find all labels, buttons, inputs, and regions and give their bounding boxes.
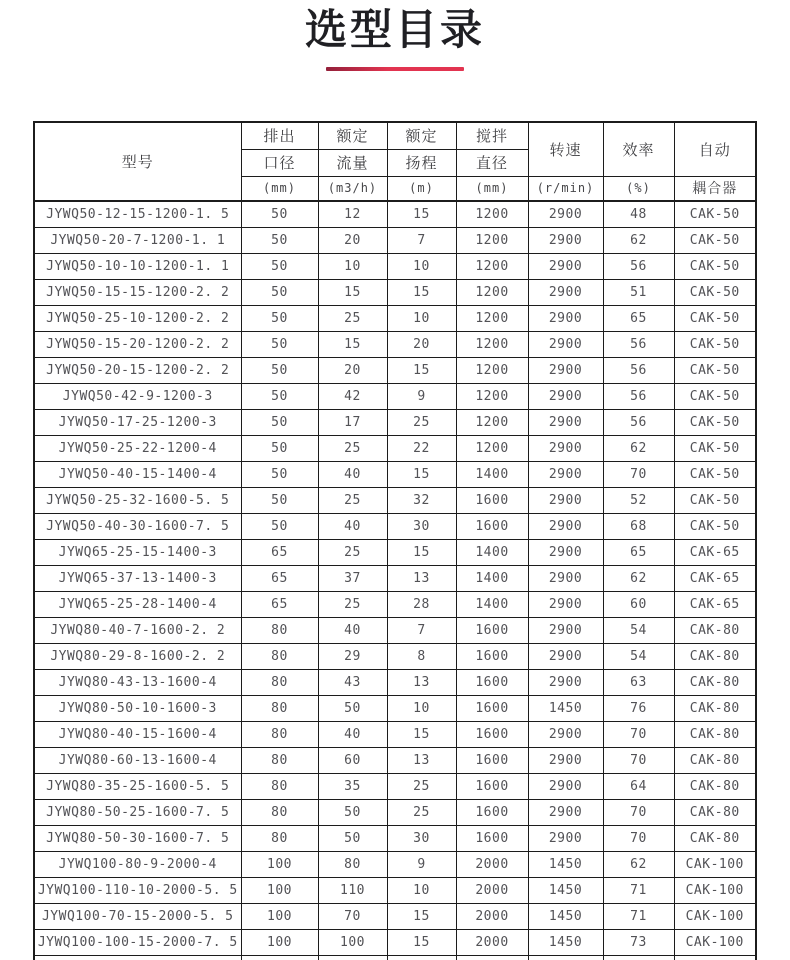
table-cell: 1200 bbox=[456, 253, 528, 279]
table-cell: 30 bbox=[387, 513, 456, 539]
table-cell: CAK-80 bbox=[674, 799, 756, 825]
table-cell: 56 bbox=[603, 383, 674, 409]
table-body bbox=[34, 201, 756, 960]
table-row bbox=[34, 253, 756, 279]
model-cell: JYWQ80-40-15-1600-4 bbox=[34, 721, 241, 747]
table-cell: 2900 bbox=[528, 669, 603, 695]
table-cell: 62 bbox=[603, 565, 674, 591]
table-cell: 15 bbox=[318, 331, 387, 357]
table-cell: 80 bbox=[241, 799, 318, 825]
model-cell: JYWQ50-20-7-1200-1. 1 bbox=[34, 227, 241, 253]
header-flow-line2: 流量 bbox=[318, 149, 387, 176]
table-cell: 8 bbox=[387, 643, 456, 669]
model-cell: JYWQ80-50-10-1600-3 bbox=[34, 695, 241, 721]
table-cell: 10 bbox=[387, 305, 456, 331]
model-cell: JYWQ100-80-9-2000-4 bbox=[34, 851, 241, 877]
table-cell: 54 bbox=[603, 617, 674, 643]
table-cell: 51 bbox=[603, 279, 674, 305]
table-cell: 40 bbox=[318, 513, 387, 539]
table-cell: 2900 bbox=[528, 461, 603, 487]
table-cell: 80 bbox=[241, 669, 318, 695]
header-model: 型号 bbox=[34, 122, 241, 201]
table-row bbox=[34, 487, 756, 513]
model-cell: JYWQ50-17-25-1200-3 bbox=[34, 409, 241, 435]
table-cell: 50 bbox=[241, 409, 318, 435]
table-cell: 28 bbox=[387, 591, 456, 617]
table-cell: 80 bbox=[241, 695, 318, 721]
table-cell: 80 bbox=[318, 851, 387, 877]
table-cell: 50 bbox=[241, 279, 318, 305]
table-cell: 2900 bbox=[528, 201, 603, 227]
table-cell: 50 bbox=[241, 357, 318, 383]
table-cell bbox=[603, 955, 674, 960]
table-row bbox=[34, 617, 756, 643]
table-row bbox=[34, 435, 756, 461]
table-cell: CAK-80 bbox=[674, 695, 756, 721]
table-cell: 2900 bbox=[528, 799, 603, 825]
table-row bbox=[34, 955, 756, 960]
table-cell: 42 bbox=[318, 383, 387, 409]
header-efficiency: 效率 bbox=[603, 122, 674, 176]
table-cell bbox=[241, 955, 318, 960]
table-cell: 25 bbox=[318, 305, 387, 331]
table-cell: CAK-50 bbox=[674, 435, 756, 461]
table-cell: 80 bbox=[241, 747, 318, 773]
header-stir-unit: (mm) bbox=[456, 176, 528, 201]
table-cell: 13 bbox=[387, 669, 456, 695]
table-cell: 2900 bbox=[528, 487, 603, 513]
table-cell: 15 bbox=[387, 357, 456, 383]
table-cell: 100 bbox=[241, 929, 318, 955]
model-cell: JYWQ100-110-10-2000-5. 5 bbox=[34, 877, 241, 903]
table-cell: 2900 bbox=[528, 591, 603, 617]
table-cell: 50 bbox=[241, 513, 318, 539]
table-cell: CAK-80 bbox=[674, 643, 756, 669]
table-cell: 1450 bbox=[528, 903, 603, 929]
model-cell: JYWQ50-12-15-1200-1. 5 bbox=[34, 201, 241, 227]
selection-table bbox=[33, 121, 757, 960]
table-row bbox=[34, 383, 756, 409]
table-cell: 2900 bbox=[528, 331, 603, 357]
table-cell: 2000 bbox=[456, 903, 528, 929]
table-cell: 80 bbox=[241, 773, 318, 799]
table-cell: 100 bbox=[241, 903, 318, 929]
table-row bbox=[34, 357, 756, 383]
table-cell: 1400 bbox=[456, 591, 528, 617]
table-cell: 22 bbox=[387, 435, 456, 461]
table-cell: 1200 bbox=[456, 279, 528, 305]
table-cell: 10 bbox=[318, 253, 387, 279]
table-cell: 50 bbox=[241, 383, 318, 409]
table-cell: 20 bbox=[387, 331, 456, 357]
table-cell: 110 bbox=[318, 877, 387, 903]
table-cell: 15 bbox=[387, 201, 456, 227]
model-cell: JYWQ50-20-15-1200-2. 2 bbox=[34, 357, 241, 383]
table-cell: 1200 bbox=[456, 305, 528, 331]
table-row bbox=[34, 929, 756, 955]
table-cell: 1600 bbox=[456, 747, 528, 773]
table-cell: 1400 bbox=[456, 565, 528, 591]
table-cell: 1450 bbox=[528, 851, 603, 877]
table-cell: 65 bbox=[241, 539, 318, 565]
table-cell: 64 bbox=[603, 773, 674, 799]
table-cell: 1600 bbox=[456, 513, 528, 539]
table-cell: 40 bbox=[318, 721, 387, 747]
table-row bbox=[34, 409, 756, 435]
table-cell: 100 bbox=[318, 929, 387, 955]
header-head-unit: (m) bbox=[387, 176, 456, 201]
table-cell: CAK-65 bbox=[674, 565, 756, 591]
table-cell: 40 bbox=[318, 461, 387, 487]
table-cell bbox=[456, 955, 528, 960]
table-cell: 100 bbox=[241, 877, 318, 903]
table-cell: 2900 bbox=[528, 305, 603, 331]
table-cell: 13 bbox=[387, 565, 456, 591]
model-cell: JYWQ50-15-20-1200-2. 2 bbox=[34, 331, 241, 357]
model-cell: JYWQ50-15-15-1200-2. 2 bbox=[34, 279, 241, 305]
table-row bbox=[34, 773, 756, 799]
table-cell: 56 bbox=[603, 331, 674, 357]
table-cell: 10 bbox=[387, 695, 456, 721]
table-cell: CAK-50 bbox=[674, 357, 756, 383]
table-cell: 25 bbox=[318, 539, 387, 565]
table-cell: 80 bbox=[241, 825, 318, 851]
table-cell: 32 bbox=[387, 487, 456, 513]
table-cell bbox=[387, 955, 456, 960]
model-cell: JYWQ50-25-22-1200-4 bbox=[34, 435, 241, 461]
table-cell: 25 bbox=[318, 435, 387, 461]
table-cell: CAK-50 bbox=[674, 253, 756, 279]
table-cell: 80 bbox=[241, 617, 318, 643]
table-cell: 25 bbox=[387, 799, 456, 825]
model-cell: JYWQ80-29-8-1600-2. 2 bbox=[34, 643, 241, 669]
table-cell: 56 bbox=[603, 253, 674, 279]
table-cell: 50 bbox=[318, 825, 387, 851]
table-cell: 60 bbox=[603, 591, 674, 617]
header-efficiency-unit: (%) bbox=[603, 176, 674, 201]
table-cell: 50 bbox=[241, 461, 318, 487]
header-head-line2: 扬程 bbox=[387, 149, 456, 176]
table-cell: 1450 bbox=[528, 695, 603, 721]
table-cell: 15 bbox=[387, 279, 456, 305]
table-cell: 65 bbox=[241, 591, 318, 617]
table-cell: 7 bbox=[387, 227, 456, 253]
table-row bbox=[34, 669, 756, 695]
table-cell: 1200 bbox=[456, 201, 528, 227]
table-cell: 50 bbox=[318, 799, 387, 825]
table-cell: CAK-100 bbox=[674, 851, 756, 877]
header-head-line1: 额定 bbox=[387, 122, 456, 149]
table-cell: CAK-65 bbox=[674, 539, 756, 565]
table-cell: 43 bbox=[318, 669, 387, 695]
table-cell: CAK-50 bbox=[674, 461, 756, 487]
table-cell: 80 bbox=[241, 721, 318, 747]
table-cell: 76 bbox=[603, 695, 674, 721]
table-cell: 30 bbox=[387, 825, 456, 851]
table-cell: 9 bbox=[387, 851, 456, 877]
table-cell: 100 bbox=[241, 851, 318, 877]
table-cell: 15 bbox=[387, 461, 456, 487]
table-cell: 2900 bbox=[528, 227, 603, 253]
table-cell: 80 bbox=[241, 643, 318, 669]
table-cell: CAK-80 bbox=[674, 669, 756, 695]
table-row bbox=[34, 461, 756, 487]
table-cell: 7 bbox=[387, 617, 456, 643]
header-outlet-unit: (mm) bbox=[241, 176, 318, 201]
table-cell: 20 bbox=[318, 357, 387, 383]
table-cell: 50 bbox=[241, 227, 318, 253]
table-row bbox=[34, 721, 756, 747]
model-cell: JYWQ80-40-7-1600-2. 2 bbox=[34, 617, 241, 643]
table-cell: 2000 bbox=[456, 929, 528, 955]
table-cell: 1200 bbox=[456, 435, 528, 461]
table-cell: 25 bbox=[387, 409, 456, 435]
table-cell: 60 bbox=[318, 747, 387, 773]
table-cell: 25 bbox=[387, 773, 456, 799]
table-cell: 15 bbox=[387, 903, 456, 929]
table-cell: 65 bbox=[603, 539, 674, 565]
model-cell: JYWQ50-25-32-1600-5. 5 bbox=[34, 487, 241, 513]
table-cell: CAK-80 bbox=[674, 825, 756, 851]
table-cell: 70 bbox=[603, 825, 674, 851]
model-cell: JYWQ80-60-13-1600-4 bbox=[34, 747, 241, 773]
table-cell: 1600 bbox=[456, 825, 528, 851]
table-cell: 50 bbox=[241, 487, 318, 513]
table-cell: 70 bbox=[603, 799, 674, 825]
model-cell: JYWQ100-70-15-2000-5. 5 bbox=[34, 903, 241, 929]
header-coupler-line1: 自动 bbox=[674, 122, 756, 176]
table-cell: CAK-80 bbox=[674, 617, 756, 643]
table-cell: 2900 bbox=[528, 357, 603, 383]
table-cell: 2000 bbox=[456, 877, 528, 903]
table-cell: CAK-50 bbox=[674, 409, 756, 435]
table-cell: 2900 bbox=[528, 643, 603, 669]
table-cell: 1600 bbox=[456, 643, 528, 669]
table-cell: 2900 bbox=[528, 747, 603, 773]
table-cell: 1600 bbox=[456, 695, 528, 721]
table-cell: 2900 bbox=[528, 435, 603, 461]
table-cell: 1600 bbox=[456, 669, 528, 695]
table-cell: 2900 bbox=[528, 721, 603, 747]
model-cell: JYWQ50-40-15-1400-4 bbox=[34, 461, 241, 487]
table-cell: 2000 bbox=[456, 851, 528, 877]
table-row bbox=[34, 305, 756, 331]
table-row bbox=[34, 591, 756, 617]
table-cell: 68 bbox=[603, 513, 674, 539]
table-cell: CAK-100 bbox=[674, 877, 756, 903]
header-outlet-line2: 口径 bbox=[241, 149, 318, 176]
table-cell bbox=[528, 955, 603, 960]
table-cell: 2900 bbox=[528, 565, 603, 591]
model-cell: JYWQ80-50-30-1600-7. 5 bbox=[34, 825, 241, 851]
table-cell: 25 bbox=[318, 487, 387, 513]
model-cell: JYWQ50-42-9-1200-3 bbox=[34, 383, 241, 409]
model-cell: JYWQ65-25-15-1400-3 bbox=[34, 539, 241, 565]
table-cell: 1400 bbox=[456, 539, 528, 565]
table-cell: 10 bbox=[387, 253, 456, 279]
table-cell: CAK-100 bbox=[674, 929, 756, 955]
table-cell: 50 bbox=[241, 331, 318, 357]
header-stir-line2: 直径 bbox=[456, 149, 528, 176]
table-cell: 50 bbox=[241, 201, 318, 227]
header-flow-unit: (m3/h) bbox=[318, 176, 387, 201]
table-cell: 48 bbox=[603, 201, 674, 227]
model-cell: JYWQ50-10-10-1200-1. 1 bbox=[34, 253, 241, 279]
table-cell: 1600 bbox=[456, 617, 528, 643]
table-cell: 1600 bbox=[456, 721, 528, 747]
table-cell: 56 bbox=[603, 409, 674, 435]
table-cell: 15 bbox=[387, 721, 456, 747]
header-speed-unit: (r/min) bbox=[528, 176, 603, 201]
table-cell: 1200 bbox=[456, 331, 528, 357]
header-speed: 转速 bbox=[528, 122, 603, 176]
table-cell: 73 bbox=[603, 929, 674, 955]
table-cell: 62 bbox=[603, 227, 674, 253]
table-row bbox=[34, 825, 756, 851]
table-cell: 40 bbox=[318, 617, 387, 643]
table-cell: 35 bbox=[318, 773, 387, 799]
table-cell: 9 bbox=[387, 383, 456, 409]
table-cell: 71 bbox=[603, 877, 674, 903]
header-row-1 bbox=[34, 122, 756, 149]
table-cell: 2900 bbox=[528, 825, 603, 851]
header-coupler-line2: 耦合器 bbox=[674, 176, 756, 201]
header-flow-line1: 额定 bbox=[318, 122, 387, 149]
table-row bbox=[34, 851, 756, 877]
table-cell: 15 bbox=[318, 279, 387, 305]
table-row bbox=[34, 565, 756, 591]
table-cell: 70 bbox=[603, 721, 674, 747]
table-cell: 63 bbox=[603, 669, 674, 695]
page-title: 选型目录 bbox=[304, 5, 485, 54]
table-cell: 70 bbox=[318, 903, 387, 929]
table-cell: CAK-50 bbox=[674, 383, 756, 409]
model-cell bbox=[34, 955, 241, 960]
model-cell: JYWQ65-37-13-1400-3 bbox=[34, 565, 241, 591]
model-cell: JYWQ65-25-28-1400-4 bbox=[34, 591, 241, 617]
table-cell: 13 bbox=[387, 747, 456, 773]
table-row bbox=[34, 903, 756, 929]
table-cell: 62 bbox=[603, 435, 674, 461]
table-row bbox=[34, 643, 756, 669]
table-cell: 50 bbox=[241, 435, 318, 461]
table-cell: CAK-80 bbox=[674, 747, 756, 773]
table-row bbox=[34, 331, 756, 357]
table-header bbox=[34, 122, 756, 201]
table-cell: 2900 bbox=[528, 279, 603, 305]
table-row bbox=[34, 279, 756, 305]
model-cell: JYWQ80-50-25-1600-7. 5 bbox=[34, 799, 241, 825]
table-cell: 65 bbox=[241, 565, 318, 591]
table-cell: 2900 bbox=[528, 539, 603, 565]
table-cell: 25 bbox=[318, 591, 387, 617]
title-underline bbox=[326, 67, 464, 71]
table-cell: 2900 bbox=[528, 383, 603, 409]
table-cell: 17 bbox=[318, 409, 387, 435]
table-cell: 70 bbox=[603, 747, 674, 773]
table-cell: 1200 bbox=[456, 409, 528, 435]
table-cell bbox=[674, 955, 756, 960]
table-row bbox=[34, 877, 756, 903]
table-cell: 71 bbox=[603, 903, 674, 929]
model-cell: JYWQ50-40-30-1600-7. 5 bbox=[34, 513, 241, 539]
table-cell: CAK-50 bbox=[674, 487, 756, 513]
model-cell: JYWQ80-35-25-1600-5. 5 bbox=[34, 773, 241, 799]
table-row bbox=[34, 695, 756, 721]
table-cell: 2900 bbox=[528, 513, 603, 539]
table-cell: 2900 bbox=[528, 409, 603, 435]
table-row bbox=[34, 513, 756, 539]
table-row bbox=[34, 539, 756, 565]
table-cell: 1200 bbox=[456, 357, 528, 383]
table-cell: 50 bbox=[318, 695, 387, 721]
table-cell: 1200 bbox=[456, 383, 528, 409]
table-cell: 10 bbox=[387, 877, 456, 903]
table-cell: CAK-50 bbox=[674, 305, 756, 331]
table-row bbox=[34, 227, 756, 253]
table-cell: CAK-50 bbox=[674, 279, 756, 305]
table-cell: 12 bbox=[318, 201, 387, 227]
table-cell: 2900 bbox=[528, 773, 603, 799]
table-cell: 1600 bbox=[456, 487, 528, 513]
table-cell: CAK-80 bbox=[674, 721, 756, 747]
table-cell: 15 bbox=[387, 929, 456, 955]
table-cell: CAK-80 bbox=[674, 773, 756, 799]
table-cell: 1450 bbox=[528, 877, 603, 903]
model-cell: JYWQ80-43-13-1600-4 bbox=[34, 669, 241, 695]
table-cell: 1450 bbox=[528, 929, 603, 955]
table-cell: 52 bbox=[603, 487, 674, 513]
table-cell: 50 bbox=[241, 305, 318, 331]
model-cell: JYWQ50-25-10-1200-2. 2 bbox=[34, 305, 241, 331]
table-cell: CAK-65 bbox=[674, 591, 756, 617]
table-cell: 15 bbox=[387, 539, 456, 565]
model-cell: JYWQ100-100-15-2000-7. 5 bbox=[34, 929, 241, 955]
table-cell: 29 bbox=[318, 643, 387, 669]
table-cell: 62 bbox=[603, 851, 674, 877]
table-cell: CAK-50 bbox=[674, 201, 756, 227]
table-cell: 1400 bbox=[456, 461, 528, 487]
header-outlet-line1: 排出 bbox=[241, 122, 318, 149]
table-cell: 1200 bbox=[456, 227, 528, 253]
table-cell: 2900 bbox=[528, 253, 603, 279]
table-cell: 70 bbox=[603, 461, 674, 487]
table-cell: CAK-50 bbox=[674, 331, 756, 357]
table-cell: 1600 bbox=[456, 799, 528, 825]
header-stir-line1: 搅拌 bbox=[456, 122, 528, 149]
table-cell: CAK-50 bbox=[674, 227, 756, 253]
table-cell: 37 bbox=[318, 565, 387, 591]
table-cell: 65 bbox=[603, 305, 674, 331]
table-cell: 1600 bbox=[456, 773, 528, 799]
table-cell: 50 bbox=[241, 253, 318, 279]
table-row bbox=[34, 747, 756, 773]
table-cell: CAK-100 bbox=[674, 903, 756, 929]
table-cell: CAK-50 bbox=[674, 513, 756, 539]
table-row bbox=[34, 799, 756, 825]
table-cell bbox=[318, 955, 387, 960]
table-cell: 54 bbox=[603, 643, 674, 669]
table-row bbox=[34, 201, 756, 227]
table-cell: 2900 bbox=[528, 617, 603, 643]
table-cell: 20 bbox=[318, 227, 387, 253]
table-cell: 56 bbox=[603, 357, 674, 383]
